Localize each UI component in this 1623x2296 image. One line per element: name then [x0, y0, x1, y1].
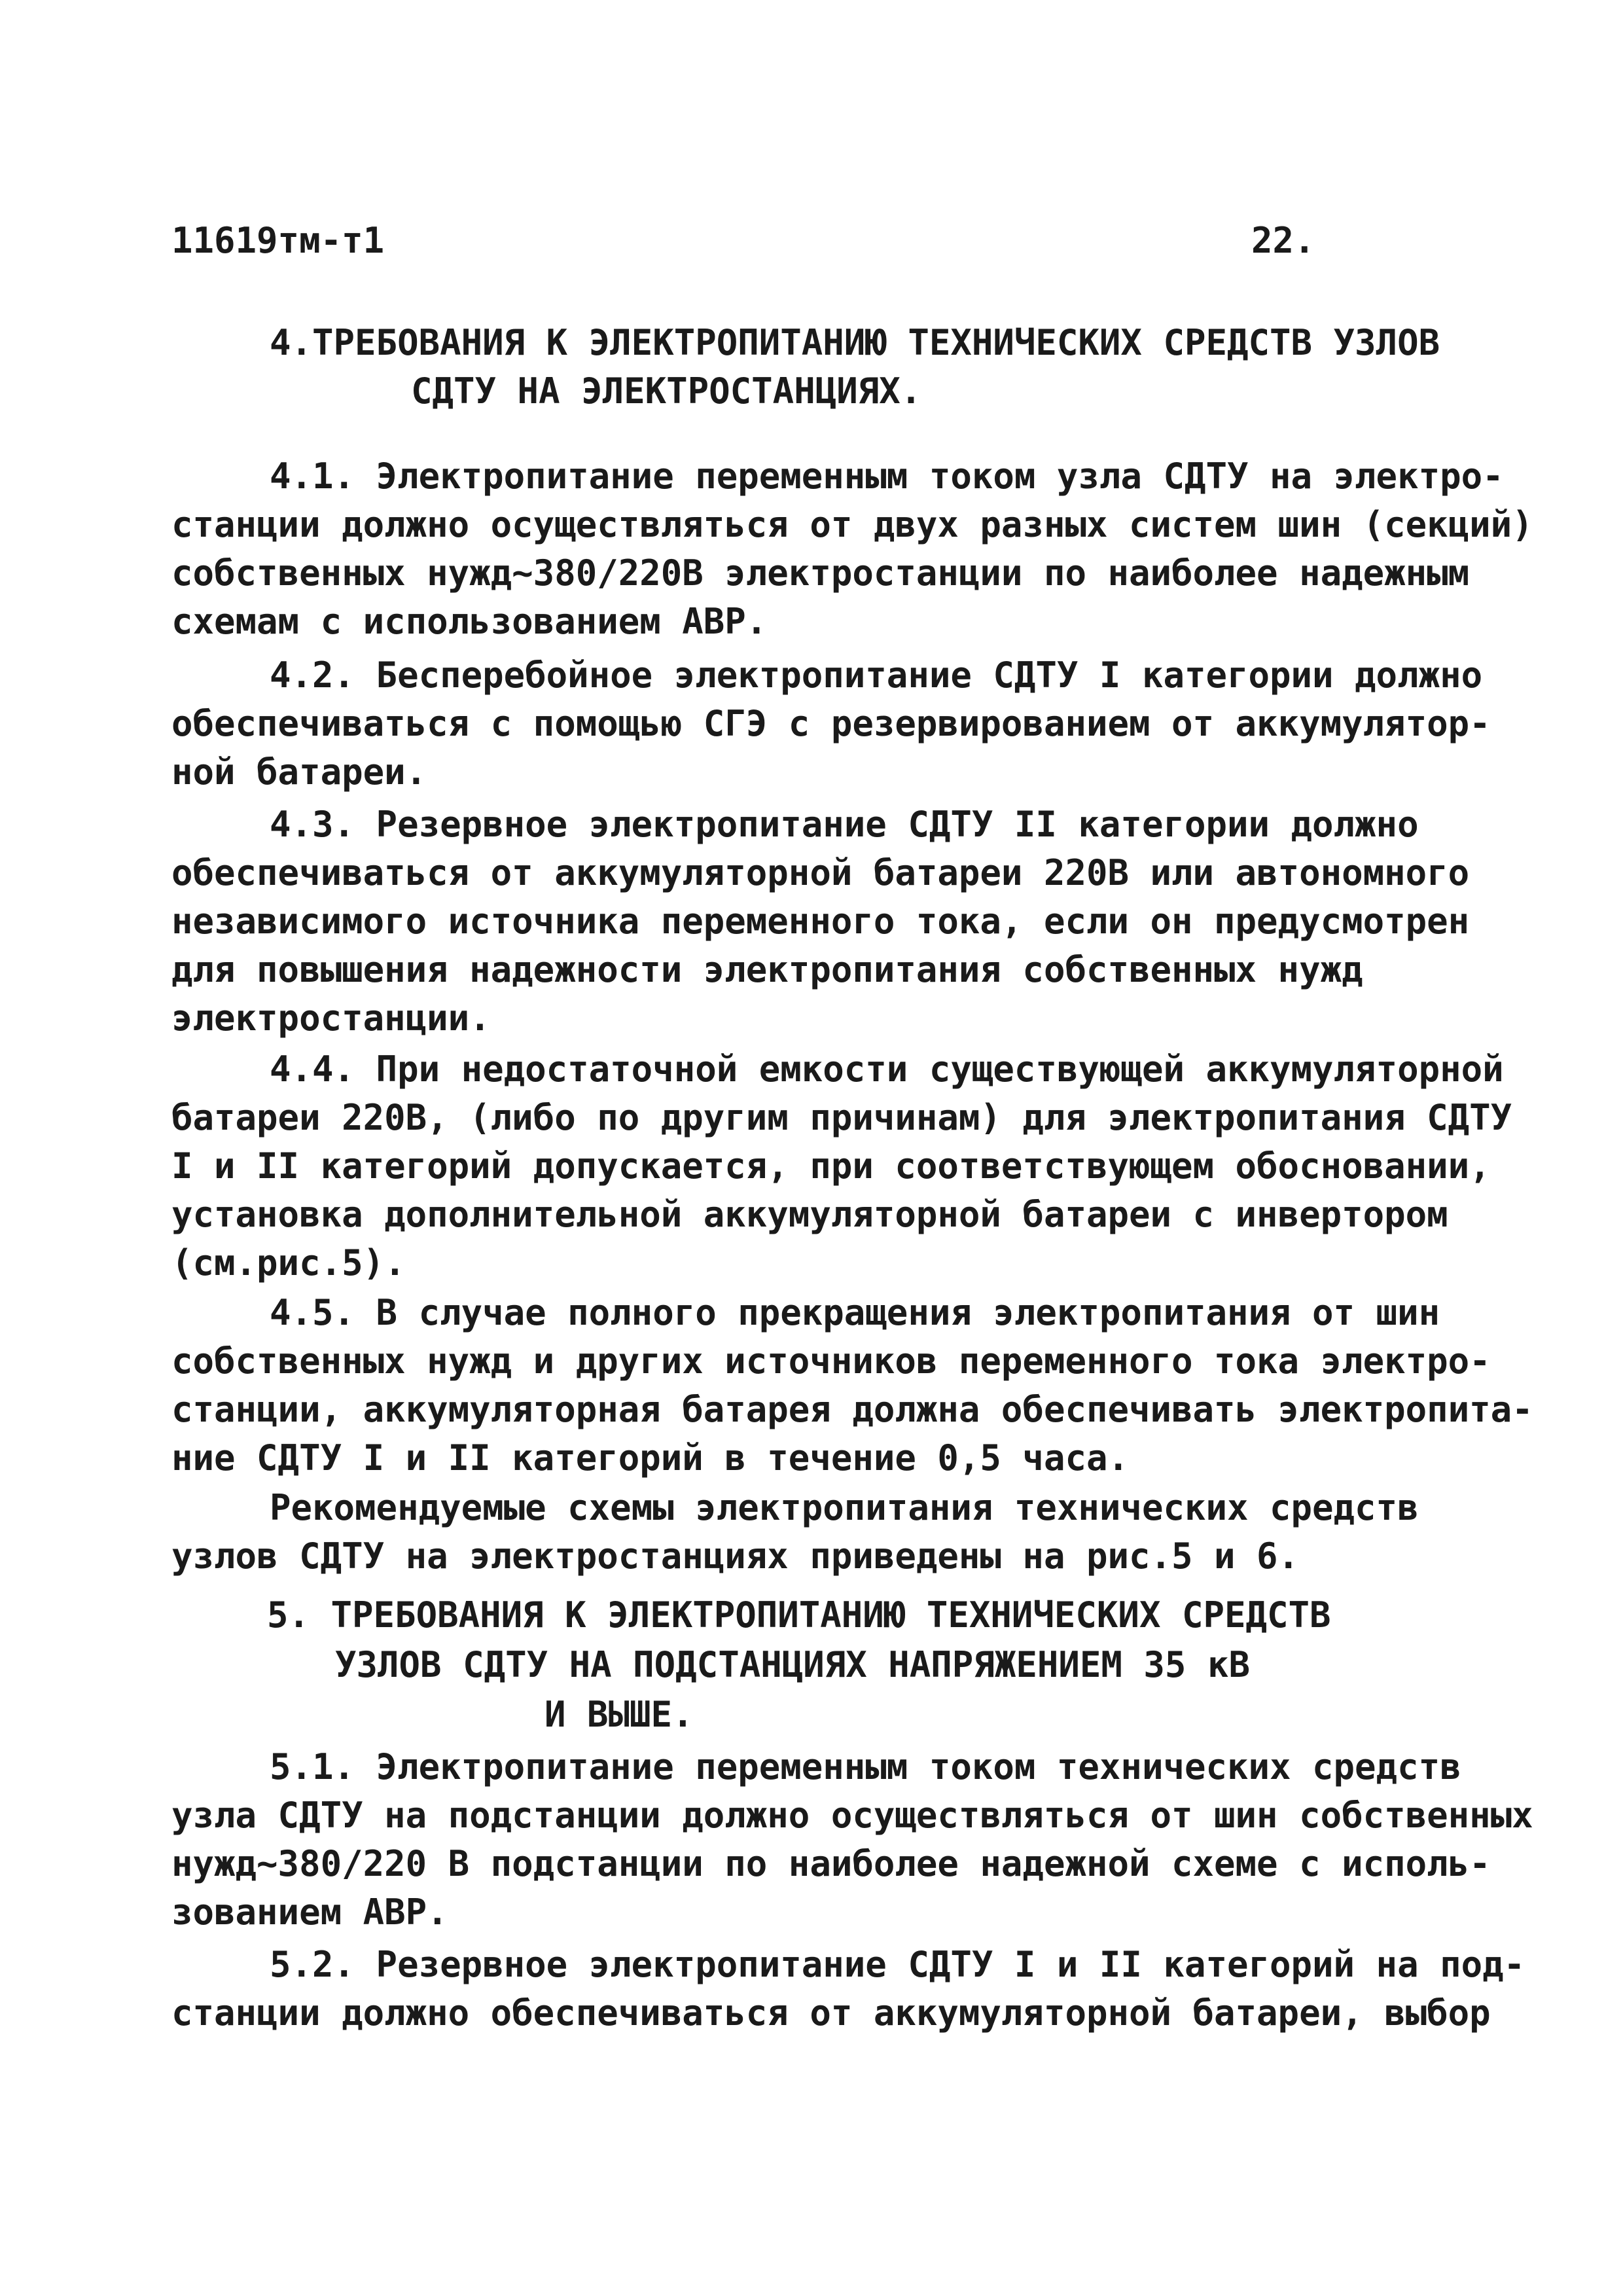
section-4-heading-line-2: СДТУ НА ЭЛЕКТРОСТАНЦИЯХ.: [411, 370, 922, 412]
section-5-heading-line-1: 5. ТРЕБОВАНИЯ К ЭЛЕКТРОПИТАНИЮ ТЕХНИЧЕСКИХ СРЕДСТВ: [267, 1594, 1331, 1636]
text-line: установка дополнительной аккумуляторной батареи с инвертором: [171, 1194, 1448, 1235]
text-line: 4.5. В случае полного прекращения электропитания от шин: [270, 1292, 1440, 1333]
text-line: 4.2. Бесперебойное электропитание СДТУ I категории должно: [270, 655, 1483, 696]
text-line: станции должно осуществляться от двух разных систем шин (секций): [171, 504, 1533, 545]
text-line: 4.1. Электропитание переменным током узла СДТУ на электро-: [270, 456, 1504, 497]
text-line: узлов СДТУ на электростанциях приведены на рис.5 и 6.: [171, 1535, 1300, 1577]
section-4-heading-line-1: 4.ТРЕБОВАНИЯ К ЭЛЕКТРОПИТАНИЮ ТЕХНИЧЕСКИХ СРЕДСТВ УЗЛОВ: [270, 322, 1440, 363]
text-line: собственных нужд и других источников переменного тока электро-: [171, 1340, 1491, 1382]
text-line: зованием АВР.: [171, 1892, 448, 1933]
text-line: батареи 220В, (либо по другим причинам) для электропитания СДТУ: [171, 1097, 1512, 1138]
document-code: 11619тм-т1: [171, 220, 385, 261]
page-number: 22.: [1251, 220, 1315, 261]
text-line: 5.2. Резервное электропитание СДТУ I и II категорий на под-: [270, 1944, 1525, 1985]
text-line: узла СДТУ на подстанции должно осуществляться от шин собственных: [171, 1795, 1533, 1836]
text-line: нужд~380/220 В подстанции по наиболее надежной схеме с исполь-: [171, 1843, 1491, 1884]
text-line: ние СДТУ I и II категорий в течение 0,5 часа.: [171, 1437, 1129, 1479]
text-line: ной батареи.: [171, 751, 427, 793]
text-line: схемам с использованием АВР.: [171, 601, 768, 642]
text-line: для повышения надежности электропитания собственных нужд: [171, 949, 1363, 990]
text-line: Рекомендуемые схемы электропитания технических средств: [270, 1487, 1419, 1528]
text-line: станции должно обеспечиваться от аккумуляторной батареи, выбор: [171, 1992, 1491, 2034]
text-line: 4.4. При недостаточной емкости существующей аккумуляторной: [270, 1049, 1504, 1090]
text-line: собственных нужд~380/220В электростанции по наиболее надежным: [171, 552, 1470, 594]
text-line: (см.рис.5).: [171, 1242, 406, 1283]
text-line: 4.3. Резервное электропитание СДТУ II категории должно: [270, 804, 1419, 845]
section-5-heading-line-3: И ВЫШЕ.: [544, 1694, 694, 1735]
text-line: 5.1. Электропитание переменным током технических средств: [270, 1746, 1461, 1787]
section-5-heading-line-2: УЗЛОВ СДТУ НА ПОДСТАНЦИЯХ НАПРЯЖЕНИЕМ 35 кВ: [335, 1644, 1250, 1685]
text-line: I и II категорий допускается, при соответствующем обосновании,: [171, 1145, 1491, 1187]
text-line: электростанции.: [171, 997, 491, 1039]
text-line: станции, аккумуляторная батарея должна обеспечивать электропита-: [171, 1389, 1533, 1430]
text-line: обеспечиваться от аккумуляторной батареи 220В или автономного: [171, 852, 1470, 893]
text-line: независимого источника переменного тока, если он предусмотрен: [171, 901, 1470, 942]
text-line: обеспечиваться с помощью СГЭ с резервированием от аккумулятор-: [171, 703, 1491, 744]
